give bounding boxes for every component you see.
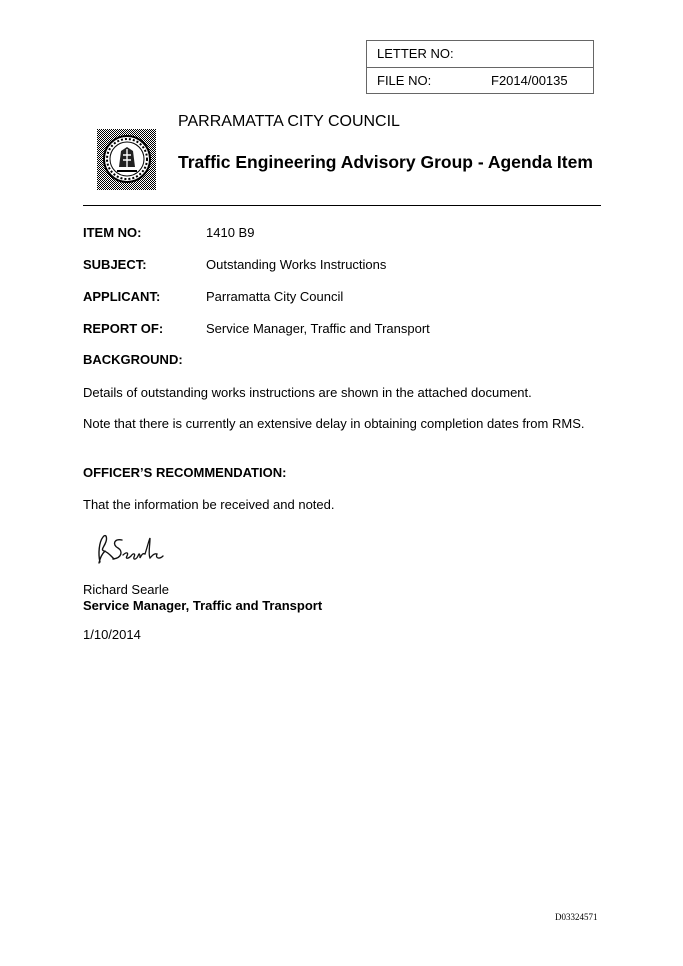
subject-value: Outstanding Works Instructions [206, 257, 387, 272]
report-of-value: Service Manager, Traffic and Transport [206, 321, 430, 336]
subject-label: SUBJECT: [83, 257, 147, 272]
background-heading: BACKGROUND: [83, 352, 183, 367]
file-no-value: F2014/00135 [491, 73, 568, 88]
recommendation-text: That the information be received and noted. [83, 497, 335, 512]
report-date: 1/10/2014 [83, 627, 141, 642]
background-paragraph-2: Note that there is currently an extensive delay in obtaining completion dates from RMS. [83, 416, 585, 431]
applicant-value: Parramatta City Council [206, 289, 344, 304]
page-title: Traffic Engineering Advisory Group - Agenda Item [178, 152, 593, 172]
report-of-label: REPORT OF: [83, 321, 164, 336]
file-no-row [367, 68, 593, 94]
applicant-label: APPLICANT: [83, 289, 161, 304]
item-no-value: 1410 B9 [206, 225, 255, 240]
item-no-label: ITEM NO: [83, 225, 142, 240]
background-paragraph-1: Details of outstanding works instructions are shown in the attached document. [83, 385, 532, 400]
letter-no-label: LETTER NO: [377, 46, 454, 61]
signer-name: Richard Searle [83, 582, 169, 597]
document-id: D03324571 [555, 912, 598, 922]
header-divider [83, 205, 601, 206]
recommendation-heading: OFFICER’S RECOMMENDATION: [83, 465, 287, 480]
letter-no-row [367, 41, 593, 68]
signature [92, 532, 166, 566]
reference-box [366, 40, 594, 94]
signer-role: Service Manager, Traffic and Transport [83, 598, 323, 613]
council-name: PARRAMATTA CITY COUNCIL [178, 113, 400, 130]
file-no-label: FILE NO: [377, 73, 432, 88]
council-seal-icon [97, 129, 156, 190]
